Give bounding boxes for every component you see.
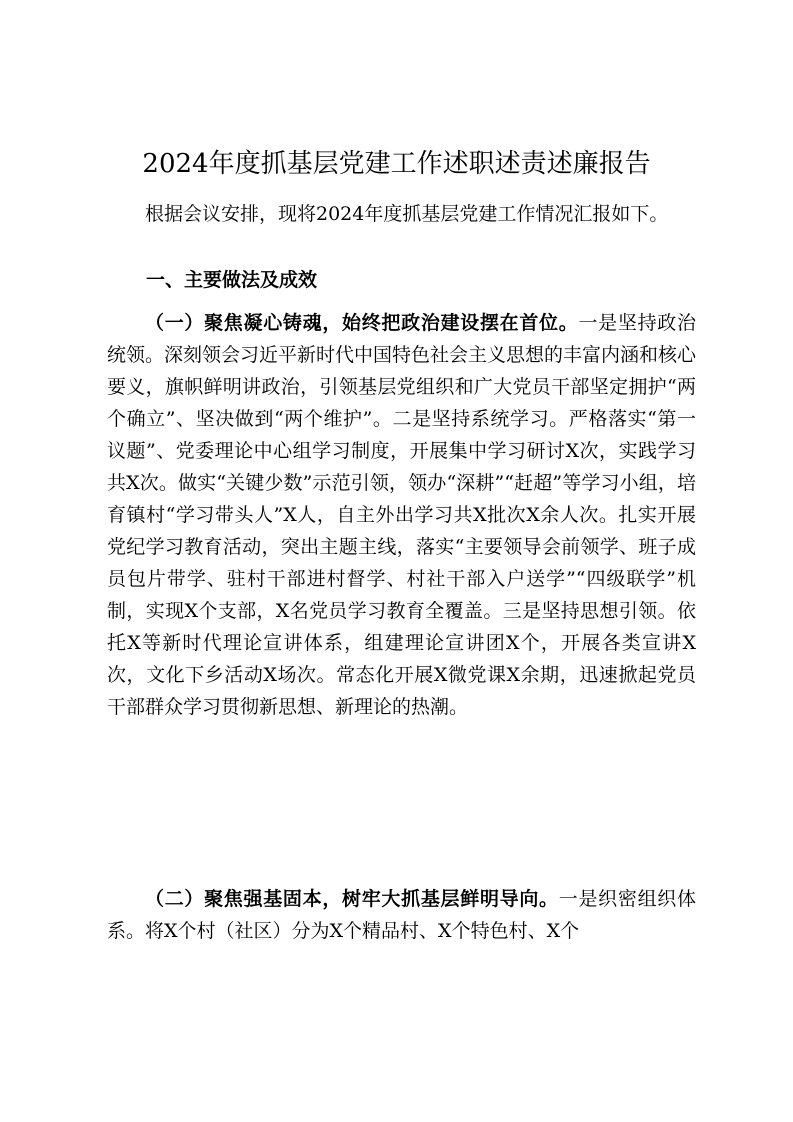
paragraph-lead-text: （二）聚焦强基固本，树牢大抓基层鲜明导向。 bbox=[145, 888, 559, 910]
intro-paragraph: 根据会议安排，现将2024年度抓基层党建工作情况汇报如下。 bbox=[145, 203, 669, 225]
document-title: 2024年度抓基层党建工作述职述责述廉报告 bbox=[142, 149, 651, 179]
paragraph-body-text: 一是坚持政治统领。深刻领会习近平新时代中国特色社会主义思想的丰富内涵和核心要义，旗帜鲜明讲政治，引领基层党组织和广大党员干部坚定拥护“两个确立”、坚决做到“两个维护”。二是坚持系统学习。严格落实“第一议题”、党委理论中心组学习制度，开展集中学习研讨X次，实践学习共X次。做实“关键少数”示范引领，领办“深耕”“赶超”等学习小组，培育镇村“学习带头人”X人，自主外出学习共X批次X余人次。扎实开展党纪学习教育活动，突出主题主线，落实“主要领导会前领学、班子成员包片带学、驻村干部进村督学、村社干部入户送学”“四级联学”机制，实现X个支部，X名党员学习教育全覆盖。三是坚持思想引领。依托X等新时代理论宣讲体系，组建理论宣讲团X个，开展各类宣讲X次，文化下乡活动X场次。常态化开展X微党课X余期，迅速掀起党员干部群众学习贯彻新思想、新理论的热潮。 bbox=[107, 312, 697, 718]
paragraph-political-building bbox=[107, 307, 696, 723]
paragraph-grassroots bbox=[107, 883, 696, 947]
paragraph-body-text: 一是织密组织体系。将X个村（社区）分为X个精品村、X个特色村、X个 bbox=[107, 888, 696, 942]
section-heading: 一、主要做法及成效 bbox=[146, 269, 318, 291]
paragraph-lead-text: （一）聚焦凝心铸魂，始终把政治建设摆在首位。 bbox=[145, 312, 579, 334]
